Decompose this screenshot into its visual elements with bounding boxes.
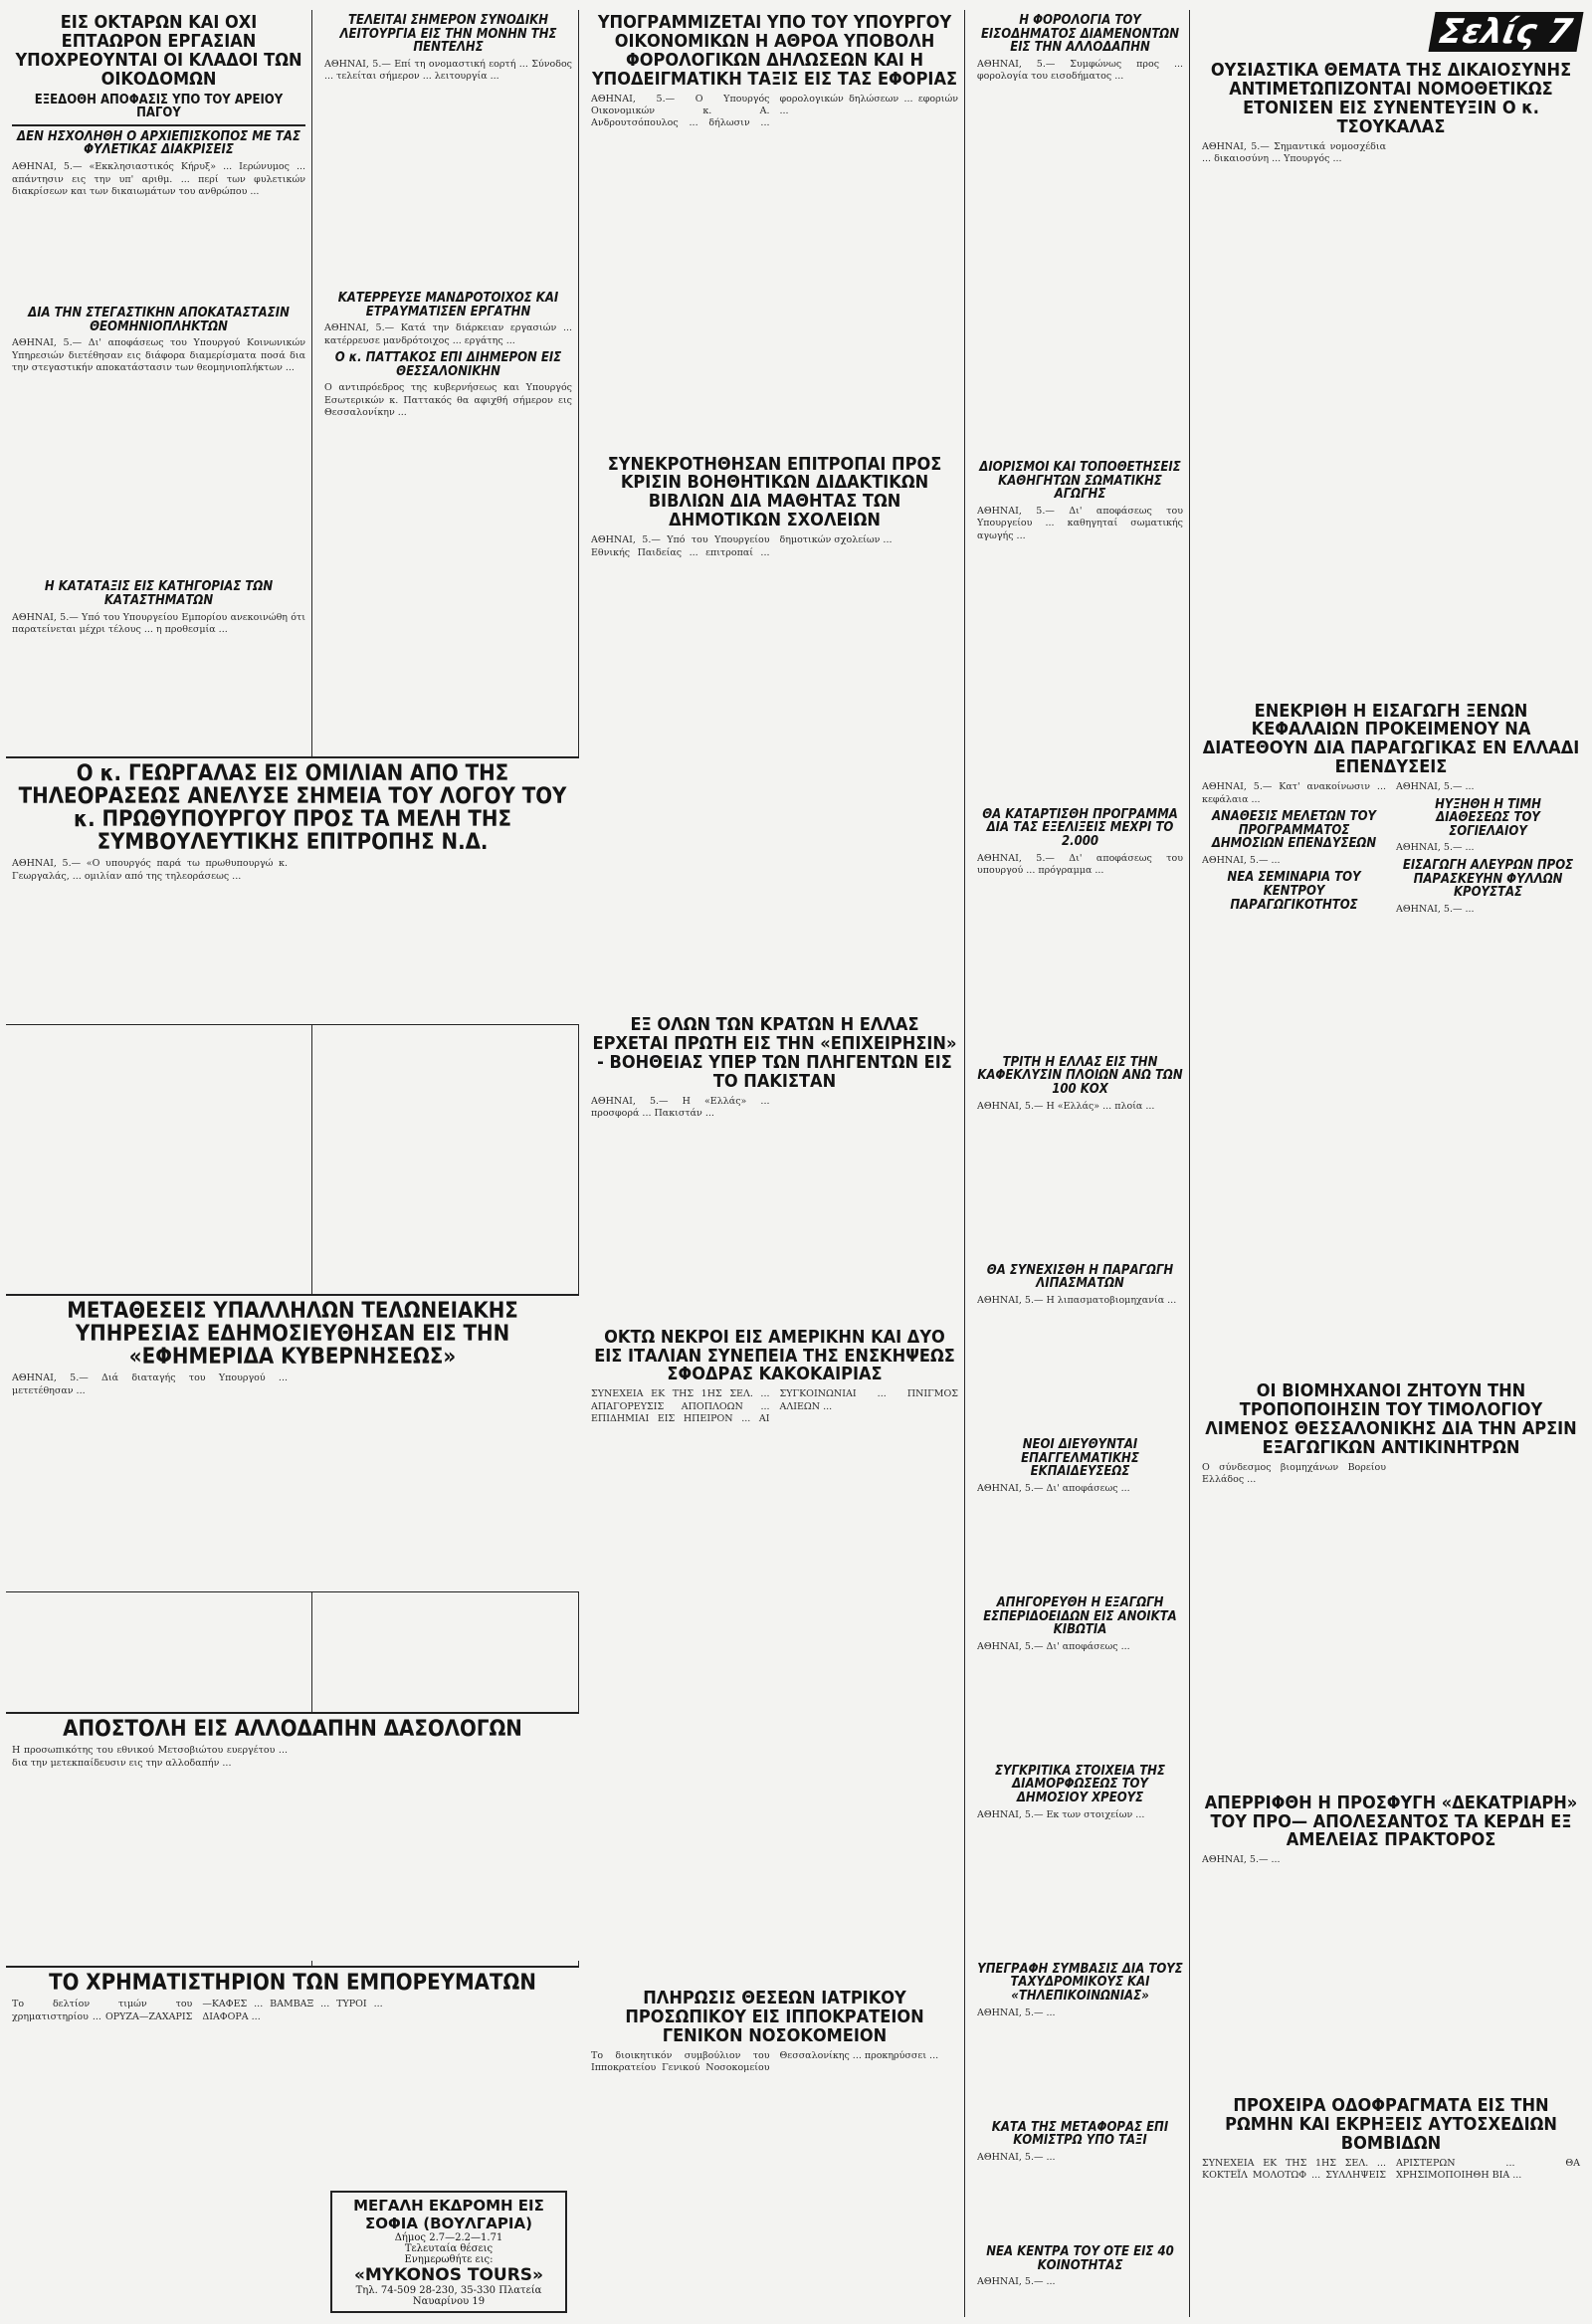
article-text: Το διοικητικόν συμβούλιον του Ιπποκρατείου Γενικού Νοσοκομείου Θεσσαλονίκης ... προκηρύσσει ... xyxy=(591,2050,939,2074)
article-text: ΑΘΗΝΑΙ, 5.— ... xyxy=(977,2007,1056,2018)
headline: Ο κ. ΠΑΤΤΑΚΟΣ ΕΠΙ ΔΙΗΜΕΡΟΝ ΕΙΣ ΘΕΣΣΑΛΟΝΙΚΗΝ xyxy=(334,350,562,379)
article-text: ΑΘΗΝΑΙ, 5.— ... xyxy=(977,2276,1056,2288)
headline: ΕΙΣΑΓΩΓΗ ΑΛΕΥΡΩΝ ΠΡΟΣ ΠΑΡΑΣΚΕΥΗΝ ΦΥΛΛΩΝ ΚΡΟΥΣΤΑΣ xyxy=(1402,857,1574,901)
headline: ΝΕΑ ΚΕΝΤΡΑ ΤΟΥ ΟΤΕ ΕΙΣ 40 ΚΟΙΝΟΤΗΤΑΣ xyxy=(986,2243,1174,2273)
headline: ΕΝΕΚΡΙΘΗ Η ΕΙΣΑΓΩΓΗ ΞΕΝΩΝ ΚΕΦΑΛΑΙΩΝ ΠΡΟΚΕΙΜΕΝΟΥ ΝΑ ΔΙΑΤΕΘΟΥΝ ΔΙΑ ΠΑΡΑΓΩΓΙΚΑΣ ΕΝ ΕΛΛΑΔΙ ΕΠΕΝΔΥΣΕΙΣ xyxy=(1202,700,1580,778)
page-number-logo: Σελίς 7 xyxy=(1429,12,1584,52)
article-text: ΑΘΗΝΑΙ, 5.— ... xyxy=(1202,1854,1281,1866)
article-text: ΑΘΗΝΑΙ, 5.— ... xyxy=(977,2151,1056,2163)
article-text: ΑΘΗΝΑΙ, 5.— Δι' αποφάσεως ... xyxy=(977,1640,1130,1652)
ad-line: Τελευταία θέσεις xyxy=(404,2243,494,2254)
headline: ΘΑ ΣΥΝΕΧΙΣΘΗ Η ΠΑΡΑΓΩΓΗ ΛΙΠΑΣΜΑΤΩΝ xyxy=(986,1262,1174,1292)
investment-section xyxy=(1202,781,1580,1378)
headline: Η ΦΟΡΟΛΟΓΙΑ ΤΟΥ ΕΙΣΟΔΗΜΑΤΟΣ ΔΙΑΜΕΝΟΝΤΩΝ ΕΙΣ ΤΗΝ ΑΛΛΟΔΑΠΗΝ xyxy=(980,13,1180,56)
headline: ΕΞ ΟΛΩΝ ΤΩΝ ΚΡΑΤΩΝ Η ΕΛΛΑΣ ΕΡΧΕΤΑΙ ΠΡΩΤΗ ΕΙΣ ΤΗΝ «ΕΠΙΧΕΙΡΗΣΙΝ» - ΒΟΗΘΕΙΑΣ ΥΠΕΡ ΤΩΝ ΠΛΗΓΕΝΤΩΝ ΕΙΣ ΤΟ ΠΑΚΙΣΤΑΝ xyxy=(592,1014,957,1092)
headline: ΥΠΟΓΡΑΜΜΙΖΕΤΑΙ ΥΠΟ ΤΟΥ ΥΠΟΥΡΓΟΥ ΟΙΚΟΝΟΜΙΚΩΝ Η ΑΘΡΟΑ ΥΠΟΒΟΛΗ ΦΟΡΟΛΟΓΙΚΩΝ ΔΗΛΩΣΕΩΝ ΚΑΙ Η ΥΠΟΔΕΙΓΜΑΤΙΚΗ ΤΑΞΙΣ ΕΙΣ ΤΑΣ ΕΦΟΡΙΑΣ xyxy=(591,12,958,90)
article-text: Η προσωπικότης του εθνικού Μετσοβιώτου ευεργέτου ... δια την μετεκπαίδευσιν εις την αλλοδαπήν ... xyxy=(12,1745,288,1769)
headline: ΝΕΟΙ ΔΙΕΥΘΥΝΤΑΙ ΕΠΑΓΓΕΛΜΑΤΙΚΗΣ ΕΚΠΑΙΔΕΥΣΕΩΣ xyxy=(1021,1436,1139,1480)
headline: ΗΥΞΗΘΗ Η ΤΙΜΗ ΔΙΑΘΕΣΕΩΣ ΤΟΥ ΣΟΓΙΕΛΑΙΟΥ xyxy=(1435,796,1541,839)
wide-story-customs xyxy=(6,1294,579,1592)
article-text: ΣΥΝΕΧΕΙΑ ΕΚ ΤΗΣ 1ΗΣ ΣΕΛ. ... ΚΟΚΤΕΪΛ ΜΟΛΟΤΩΦ ... ΣΥΛΛΗΨΕΙΣ ΑΡΙΣΤΕΡΩΝ ... ΘΑ ΧΡΗΣΙΜΟΠΟΙΗΘΗ ΒΙΑ ... xyxy=(1202,2158,1580,2182)
headline: ΘΑ ΚΑΤΑΡΤΙΣΘΗ ΠΡΟΓΡΑΜΜΑ ΔΙΑ ΤΑΣ ΕΞΕΛΙΞΕΙΣ ΜΕΧΡΙ ΤΟ 2.000 xyxy=(982,806,1178,850)
headline: ΑΝΑΘΕΣΙΣ ΜΕΛΕΤΩΝ ΤΟΥ ΠΡΟΓΡΑΜΜΑΤΟΣ ΔΗΜΟΣΙΩΝ ΕΠΕΝΔΥΣΕΩΝ xyxy=(1211,808,1377,852)
tour-advertisement xyxy=(324,2185,573,2314)
headline: ΣΥΝΕΚΡΟΤΗΘΗΣΑΝ ΕΠΙΤΡΟΠΑΙ ΠΡΟΣ ΚΡΙΣΙΝ ΒΟΗΘΗΤΙΚΩΝ ΔΙΔΑΚΤΙΚΩΝ ΒΙΒΛΙΩΝ ΔΙΑ ΜΑΘΗΤΑΣ ΤΩΝ ΔΗΜΟΤΙΚΩΝ ΣΧΟΛΕΙΩΝ xyxy=(607,453,942,531)
article-text: ΑΘΗΝΑΙ, 5.— Δι' αποφάσεως του υπουργού ... πρόγραμμα ... xyxy=(977,852,1183,877)
headline: ΠΡΟΧΕΙΡΑ ΟΔΟΦΡΑΓΜΑΤΑ ΕΙΣ ΤΗΝ ΡΩΜΗΝ ΚΑΙ ΕΚΡΗΞΕΙΣ ΑΥΤΟΣΧΕΔΙΩΝ ΒΟΜΒΙΔΩΝ xyxy=(1225,2095,1557,2155)
article-text: ΑΘΗΝΑΙ, 5.— Η «Ελλάς» ... προσφορά ... Πακιστάν ... xyxy=(591,1095,770,1120)
column-4 xyxy=(971,10,1190,2317)
headline: ΚΑΤΑ ΤΗΣ ΜΕΤΑΦΟΡΑΣ ΕΠΙ ΚΟΜΙΣΤΡΩ ΥΠΟ ΤΑΞΙ xyxy=(991,2119,1169,2149)
headline: Ο κ. ΓΕΩΡΓΑΛΑΣ ΕΙΣ ΟΜΙΛΙΑΝ ΑΠΟ ΤΗΣ ΤΗΛΕΟΡΑΣΕΩΣ ΑΝΕΛΥΣΕ ΣΗΜΕΙΑ ΤΟΥ ΛΟΓΟΥ ΤΟΥ κ. ΠΡΩΘΥΠΟΥΡΓΟΥ ΠΡΟΣ ΤΑ ΜΕΛΗ ΤΗΣ ΣΥΜΒΟΥΛΕΥΤΙΚΗΣ ΕΠΙΤΡΟΠΗΣ Ν.Δ. xyxy=(18,761,567,856)
headline: ΤΡΙΤΗ Η ΕΛΛΑΣ ΕΙΣ ΤΗΝ ΚΑΦΕΚΛΥΣΙΝ ΠΛΟΙΩΝ ΑΝΩ ΤΩΝ 100 ΚΟΧ xyxy=(977,1054,1183,1098)
article-text: Ο σύνδεσμος βιομηχάνων Βορείου Ελλάδος ... xyxy=(1202,1461,1386,1486)
headline: Η ΚΑΤΑΤΑΞΙΣ ΕΙΣ ΚΑΤΗΓΟΡΙΑΣ ΤΩΝ ΚΑΤΑΣΤΗΜΑΤΩΝ xyxy=(44,579,274,609)
subheadline: ΕΞΕΔΟΘΗ ΑΠΟΦΑΣΙΣ ΥΠΟ ΤΟΥ ΑΡΕΙΟΥ ΠΑΓΟΥ xyxy=(34,92,284,121)
article-text: ΑΘΗΝΑΙ, 5.— Δι' αποφάσεως ... xyxy=(977,1482,1130,1494)
ad-title: ΜΕΓΑΛΗ ΕΚΔΡΟΜΗ ΕΙΣ ΣΟΦΙΑ (ΒΟΥΛΓΑΡΙΑ) xyxy=(353,2197,544,2232)
ad-address: Τηλ. 74-509 28-230, 35-330 Πλατεία Ναυαρίνου 19 xyxy=(355,2285,542,2307)
headline: ΔΙΑ ΤΗΝ ΣΤΕΓΑΣΤΙΚΗΝ ΑΠΟΚΑΤΑΣΤΑΣΙΝ ΘΕΟΜΗΝΙΟΠΛΗΚΤΩΝ xyxy=(28,306,290,334)
article-text: ΑΘΗΝΑΙ, 5.— Ο Υπουργός Οικονομικών κ. Α. Ανδρουτσόπουλος ... δήλωσιν ... φορολογικών δηλώσεων ... εφοριών ... xyxy=(591,93,958,129)
article-text: ΑΘΗΝΑΙ, 5.— Η λιπασματοβιομηχανία ... xyxy=(977,1294,1177,1306)
article-text: Το δελτίον τιμών του χρηματιστηρίου ... ΟΡΥΖΑ—ΖΑΧΑΡΙΣ—ΚΑΦΕΣ ... ΒΑΜΒΑΞ ... ΤΥΡΟΙ ... ΔΙΑΦΟΡΑ ... xyxy=(12,1999,383,2022)
headline: ΠΛΗΡΩΣΙΣ ΘΕΣΕΩΝ ΙΑΤΡΙΚΟΥ ΠΡΟΣΩΠΙΚΟΥ ΕΙΣ ΙΠΠΟΚΡΑΤΕΙΟΝ ΓΕΝΙΚΟΝ ΝΟΣΟΚΟΜΕΙΟΝ xyxy=(625,1988,924,2047)
article-text: ΑΘΗΝΑΙ, 5.— «Εκκλησιαστικός Κήρυξ» ... Ιερώνυμος ... απάντησιν εις την υπ' αριθμ. ... περί των φυλετικών διακρίσεων και των δικαιωμάτων του ανθρώπου ... xyxy=(12,161,305,197)
column-3 xyxy=(585,10,965,2317)
ad-line: Ενημερωθήτε εις: xyxy=(404,2254,494,2265)
article-text: ΑΘΗΝΑΙ, 5.— Υπό του Υπουργείου Εμπορίου ανεκοινώθη ότι παρατείνεται μέχρι τέλους ... η προθεσμία ... xyxy=(12,611,305,636)
article-text: ΑΘΗΝΑΙ, 5.— ... xyxy=(1396,781,1475,793)
headline: ΑΠΕΡΡΙΦΘΗ Η ΠΡΟΣΦΥΓΗ «ΔΕΚΑΤΡΙΑΡΗ» ΤΟΥ ΠΡΟ— ΑΠΟΛΕΣΑΝΤΟΣ ΤΑ ΚΕΡΔΗ ΕΞ ΑΜΕΛΕΙΑΣ ΠΡΑΚΤΟΡΟΣ xyxy=(1204,1792,1578,1851)
ad-brand: «MYKONOS TOURS» xyxy=(353,2265,544,2285)
headline: ΥΠΕΓΡΑΦΗ ΣΥΜΒΑΣΙΣ ΔΙΑ ΤΟΥΣ ΤΑΧΥΔΡΟΜΙΚΟΥΣ ΚΑΙ «ΤΗΛΕΠΙΚΟΙΝΩΝΙΑΣ» xyxy=(977,1961,1183,2005)
divider xyxy=(12,124,305,126)
article-text: ΑΘΗΝΑΙ, 5.— Κατά την διάρκειαν εργασιών ... κατέρρευσε μανδρότοιχος ... εργάτης ... xyxy=(324,322,572,346)
article-text: ΑΘΗΝΑΙ, 5.— Επί τη ονομαστική εορτή ... Σύνοδος ... τελείται σήμερον ... λειτουργία ... xyxy=(324,58,572,83)
article-text: ΑΘΗΝΑΙ, 5.— Σημαντικά νομοσχέδια ... δικαιοσύνη ... Υπουργός ... xyxy=(1202,140,1386,164)
article-text: ΑΘΗΝΑΙ, 5.— Διά διαταγής του Υπουργού ... μετετέθησαν ... xyxy=(12,1373,288,1396)
article-text: ΑΘΗΝΑΙ, 5.— Εκ των στοιχείων ... xyxy=(977,1808,1145,1820)
article-text: ΑΘΗΝΑΙ, 5.— Κατ' ανακοίνωσιν ... κεφάλαια ... xyxy=(1202,781,1386,805)
headline: ΤΟ ΧΡΗΜΑΤΙΣΤΗΡΙΟΝ ΤΩΝ ΕΜΠΟΡΕΥΜΑΤΩΝ xyxy=(49,1971,536,1996)
article-text: ΑΘΗΝΑΙ, 5.— Δι' αποφάσεως του Υπουργού Κοινωνικών Υπηρεσιών διετέθησαν εις διάφορα διαμερίσματα ποσά δια την στεγαστικήν αποκατάστασιν των θεομηνιοπλήκτων ... xyxy=(12,337,305,374)
headline: ΑΠΟΣΤΟΛΗ ΕΙΣ ΑΛΛΟΔΑΠΗΝ ΔΑΣΟΛΟΓΩΝ xyxy=(63,1717,522,1742)
article-text: ΑΘΗΝΑΙ, 5.— Δι' αποφάσεως του Υπουργείου ... καθηγηταί σωματικής αγωγής ... xyxy=(977,505,1183,541)
headline: ΔΙΟΡΙΣΜΟΙ ΚΑΙ ΤΟΠΟΘΕΤΗΣΕΙΣ ΚΑΘΗΓΗΤΩΝ ΣΩΜΑΤΙΚΗΣ ΑΓΩΓΗΣ xyxy=(979,459,1181,503)
headline: ΣΥΓΚΡΙΤΙΚΑ ΣΤΟΙΧΕΙΑ ΤΗΣ ΔΙΑΜΟΡΦΩΣΕΩΣ ΤΟΥ ΔΗΜΟΣΙΟΥ ΧΡΕΟΥΣ xyxy=(995,1763,1165,1806)
article-text: ΑΘΗΝΑΙ, 5.— Υπό του Υπουργείου Εθνικής Παιδείας ... επιτροπαί ... δημοτικών σχολείων ... xyxy=(591,534,893,558)
headline: ΟΥΣΙΑΣΤΙΚΑ ΘΕΜΑΤΑ ΤΗΣ ΔΙΚΑΙΟΣΥΝΗΣ ΑΝΤΙΜΕΤΩΠΙΖΟΝΤΑΙ ΝΟΜΟΘΕΤΙΚΩΣ ΕΤΟΝΙΣΕΝ ΕΙΣ ΣΥΝΕΝΤΕΥΞΙΝ Ο κ. ΤΣΟΥΚΑΛΑΣ xyxy=(1210,60,1572,137)
headline: ΕΙΣ ΟΚΤΑΡΩΝ ΚΑΙ ΟΧΙ ΕΠΤΑΩΡΟΝ ΕΡΓΑΣΙΑΝ ΥΠΟΧΡΕΟΥΝΤΑΙ ΟΙ ΚΛΑΔΟΙ ΤΩΝ ΟΙΚΟΔΟΜΩΝ xyxy=(15,12,302,90)
wide-story-foresters xyxy=(6,1712,579,1961)
article-text: Ο αντιπρόεδρος της κυβερνήσεως και Υπουργός Εσωτερικών κ. Παττακός θα αφιχθή σήμερον εις Θεσσαλονίκην ... xyxy=(324,382,572,419)
article-text: ΑΘΗΝΑΙ, 5.— «Ο υπουργός παρά τω πρωθυπουργώ κ. Γεωργαλάς, ... ομιλίαν από της τηλεοράσεως ... xyxy=(12,858,288,882)
headline: ΔΕΝ ΗΣΧΟΛΗΘΗ Ο ΑΡΧΙΕΠΙΣΚΟΠΟΣ ΜΕ ΤΑΣ ΦΥΛΕΤΙΚΑΣ ΔΙΑΚΡΙΣΕΙΣ xyxy=(17,128,300,158)
column-5 xyxy=(1196,10,1586,2317)
headline: ΝΕΑ ΣΕΜΙΝΑΡΙΑ ΤΟΥ ΚΕΝΤΡΟΥ ΠΑΡΑΓΩΓΙΚΟΤΗΤΟΣ xyxy=(1227,870,1361,913)
headline: ΟΙ ΒΙΟΜΗΧΑΝΟΙ ΖΗΤΟΥΝ ΤΗΝ ΤΡΟΠΟΠΟΙΗΣΙΝ ΤΟΥ ΤΙΜΟΛΟΓΙΟΥ ΛΙΜΕΝΟΣ ΘΕΣΣΑΛΟΝΙΚΗΣ ΔΙΑ ΤΗΝ ΑΡΣΙΝ ΕΞΑΓΩΓΙΚΩΝ ΑΝΤΙΚΙΝΗΤΡΩΝ xyxy=(1205,1380,1577,1458)
ad-line: Δήμος 2.7—2.2—1.71 xyxy=(394,2232,503,2243)
headline: ΚΑΤΕΡΡΕΥΣΕ ΜΑΝΔΡΟΤΟΙΧΟΣ ΚΑΙ ΕΤΡΑΥΜΑΤΙΣΕΝ ΕΡΓΑΤΗΝ xyxy=(337,290,559,319)
article-text: ΑΘΗΝΑΙ, 5.— ... xyxy=(1396,842,1475,854)
article-text: ΑΘΗΝΑΙ, 5.— Η «Ελλάς» ... πλοία ... xyxy=(977,1100,1155,1112)
article-text: ΣΥΝΕΧΕΙΑ ΕΚ ΤΗΣ 1ΗΣ ΣΕΛ. ... ΑΠΑΓΟΡΕΥΣΙΣ ΑΠΟΠΛΟΩΝ ... ΕΠΙΔΗΜΙΑΙ ΕΙΣ ΗΠΕΙΡΟΝ ... ΑΙ ΣΥΓΚΟΙΝΩΝΙΑΙ ... ΠΝΙΓΜΟΣ ΑΛΙΕΩΝ ... xyxy=(591,1388,958,1425)
article-text: ΑΘΗΝΑΙ, 5.— Συμφώνως προς ... φορολογία του εισοδήματος ... xyxy=(977,58,1183,83)
article-text: ΑΘΗΝΑΙ, 5.— ... xyxy=(1202,854,1281,866)
article-text: ΑΘΗΝΑΙ, 5.— ... xyxy=(1396,903,1475,915)
headline: ΜΕΤΑΘΕΣΕΙΣ ΥΠΑΛΛΗΛΩΝ ΤΕΛΩΝΕΙΑΚΗΣ ΥΠΗΡΕΣΙΑΣ ΕΔΗΜΟΣΙΕΥΘΗΣΑΝ ΕΙΣ ΤΗΝ «ΕΦΗΜΕΡΙΔΑ ΚΥΒΕΡΝΗΣΕΩΣ» xyxy=(67,1299,518,1371)
headline: ΤΕΛΕΙΤΑΙ ΣΗΜΕΡΟΝ ΣΥΝΟΔΙΚΗ ΛΕΙΤΟΥΡΓΙΑ ΕΙΣ ΤΗΝ ΜΟΝΗΝ ΤΗΣ ΠΕΝΤΕΛΗΣ xyxy=(339,13,557,56)
headline: ΑΠΗΓΟΡΕΥΘΗ Η ΕΞΑΓΩΓΗ ΕΣΠΕΡΙΔΟΕΙΔΩΝ ΕΙΣ ΑΝΟΙΚΤΑ ΚΙΒΩΤΙΑ xyxy=(983,1594,1177,1638)
headline: ΟΚΤΩ ΝΕΚΡΟΙ ΕΙΣ ΑΜΕΡΙΚΗΝ ΚΑΙ ΔΥΟ ΕΙΣ ΙΤΑΛΙΑΝ ΣΥΝΕΠΕΙΑ ΤΗΣ ΕΝΣΚΗΨΕΩΣ ΣΦΟΔΡΑΣ ΚΑΚΟΚΑΙΡΙΑΣ xyxy=(594,1326,955,1385)
wide-story-georgalas xyxy=(6,756,579,1025)
